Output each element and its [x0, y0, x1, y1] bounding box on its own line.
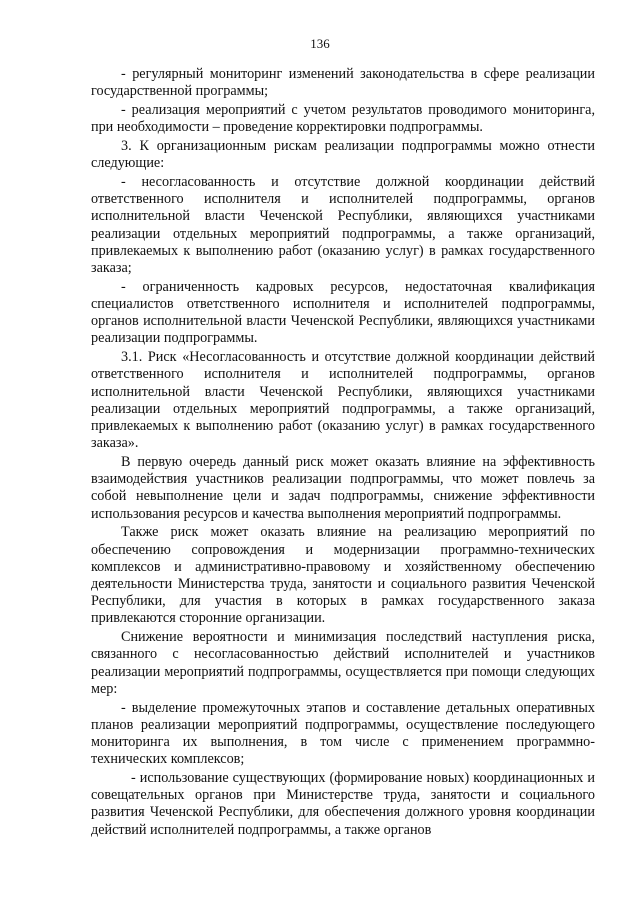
paragraph-monitoring-legislation: - регулярный мониторинг изменений законодательства в сфере реализации государственной программы; [91, 66, 595, 100]
page-number: 136 [310, 36, 330, 51]
paragraph-risk-impact: В первую очередь данный риск может оказать влияние на эффективность взаимодействия участников реализации подпрограммы, что может повлечь за собой невыполнение цели и задач подпрограммы, снижение эффективности использования ресурсов и качества выполнения мероприятий подпрограммы. [91, 454, 595, 522]
document-body [91, 66, 595, 840]
paragraph-organizational-risks: 3. К организационным рискам реализации подпрограммы можно отнести следующие: [91, 138, 595, 172]
paragraph-limited-staff: - ограниченность кадровых ресурсов, недостаточная квалификация специалистов ответственного исполнителя и исполнителей подпрограммы, органов исполнительной власти Чеченской Республики, являющихся участниками реализации подпрограммы. [91, 278, 595, 347]
paragraph-risk-3-1: 3.1. Риск «Несогласованность и отсутствие должной координации действий ответственного исполнителя и исполнителей подпрограммы, органов исполнительной власти Чеченской Республики, являющихся участниками реализации отдельных мероприятий подпрограммы, а также организаций, привлекаемых к выполнению работ (оказанию услуг) в рамках государственного заказа». [91, 349, 595, 452]
paragraph-measure-coordination-bodies: - использование существующих (формирование новых) координационных и совещательных органов при Министерстве труда, занятости и социального развития Чеченской Республики, для обеспечения должного уровня координации действий исполнителей подпрограммы, а также органов [91, 770, 595, 838]
paragraph-risk-impact-also: Также риск может оказать влияние на реализацию мероприятий по обеспечению сопровождения и модернизации программно-технических комплексов и административно-правовому и хозяйственному обеспечению деятельности Министерства труда, занятости и социального развития Чеченской Республики, для участия в которых в рамках государственного заказа привлекаются сторонние организации. [91, 524, 595, 627]
paragraph-mitigation: Снижение вероятности и минимизация последствий наступления риска, связанного с несогласованностью действий исполнителей и участников реализации мероприятий подпрограммы, осуществляется при помощи следующих мер: [91, 629, 595, 697]
paragraph-lack-of-coordination: - несогласованность и отсутствие должной координации действий ответственного исполнителя и исполнителей подпрограммы, органов исполнительной власти Чеченской Республики, являющихся участниками реализации отдельных мероприятий подпрограммы, а также организаций, привлекаемых к выполнению работ (оказанию услуг) в рамках государственного заказа; [91, 174, 595, 277]
paragraph-measure-stages: - выделение промежуточных этапов и составление детальных оперативных планов реализации мероприятий подпрограммы, осуществление последующего мониторинга их выполнения, в том числе с применением программно-технических комплексов; [91, 699, 595, 768]
paragraph-monitoring-results: - реализация мероприятий с учетом результатов проводимого мониторинга, при необходимости – проведение корректировки подпрограммы. [91, 102, 595, 136]
